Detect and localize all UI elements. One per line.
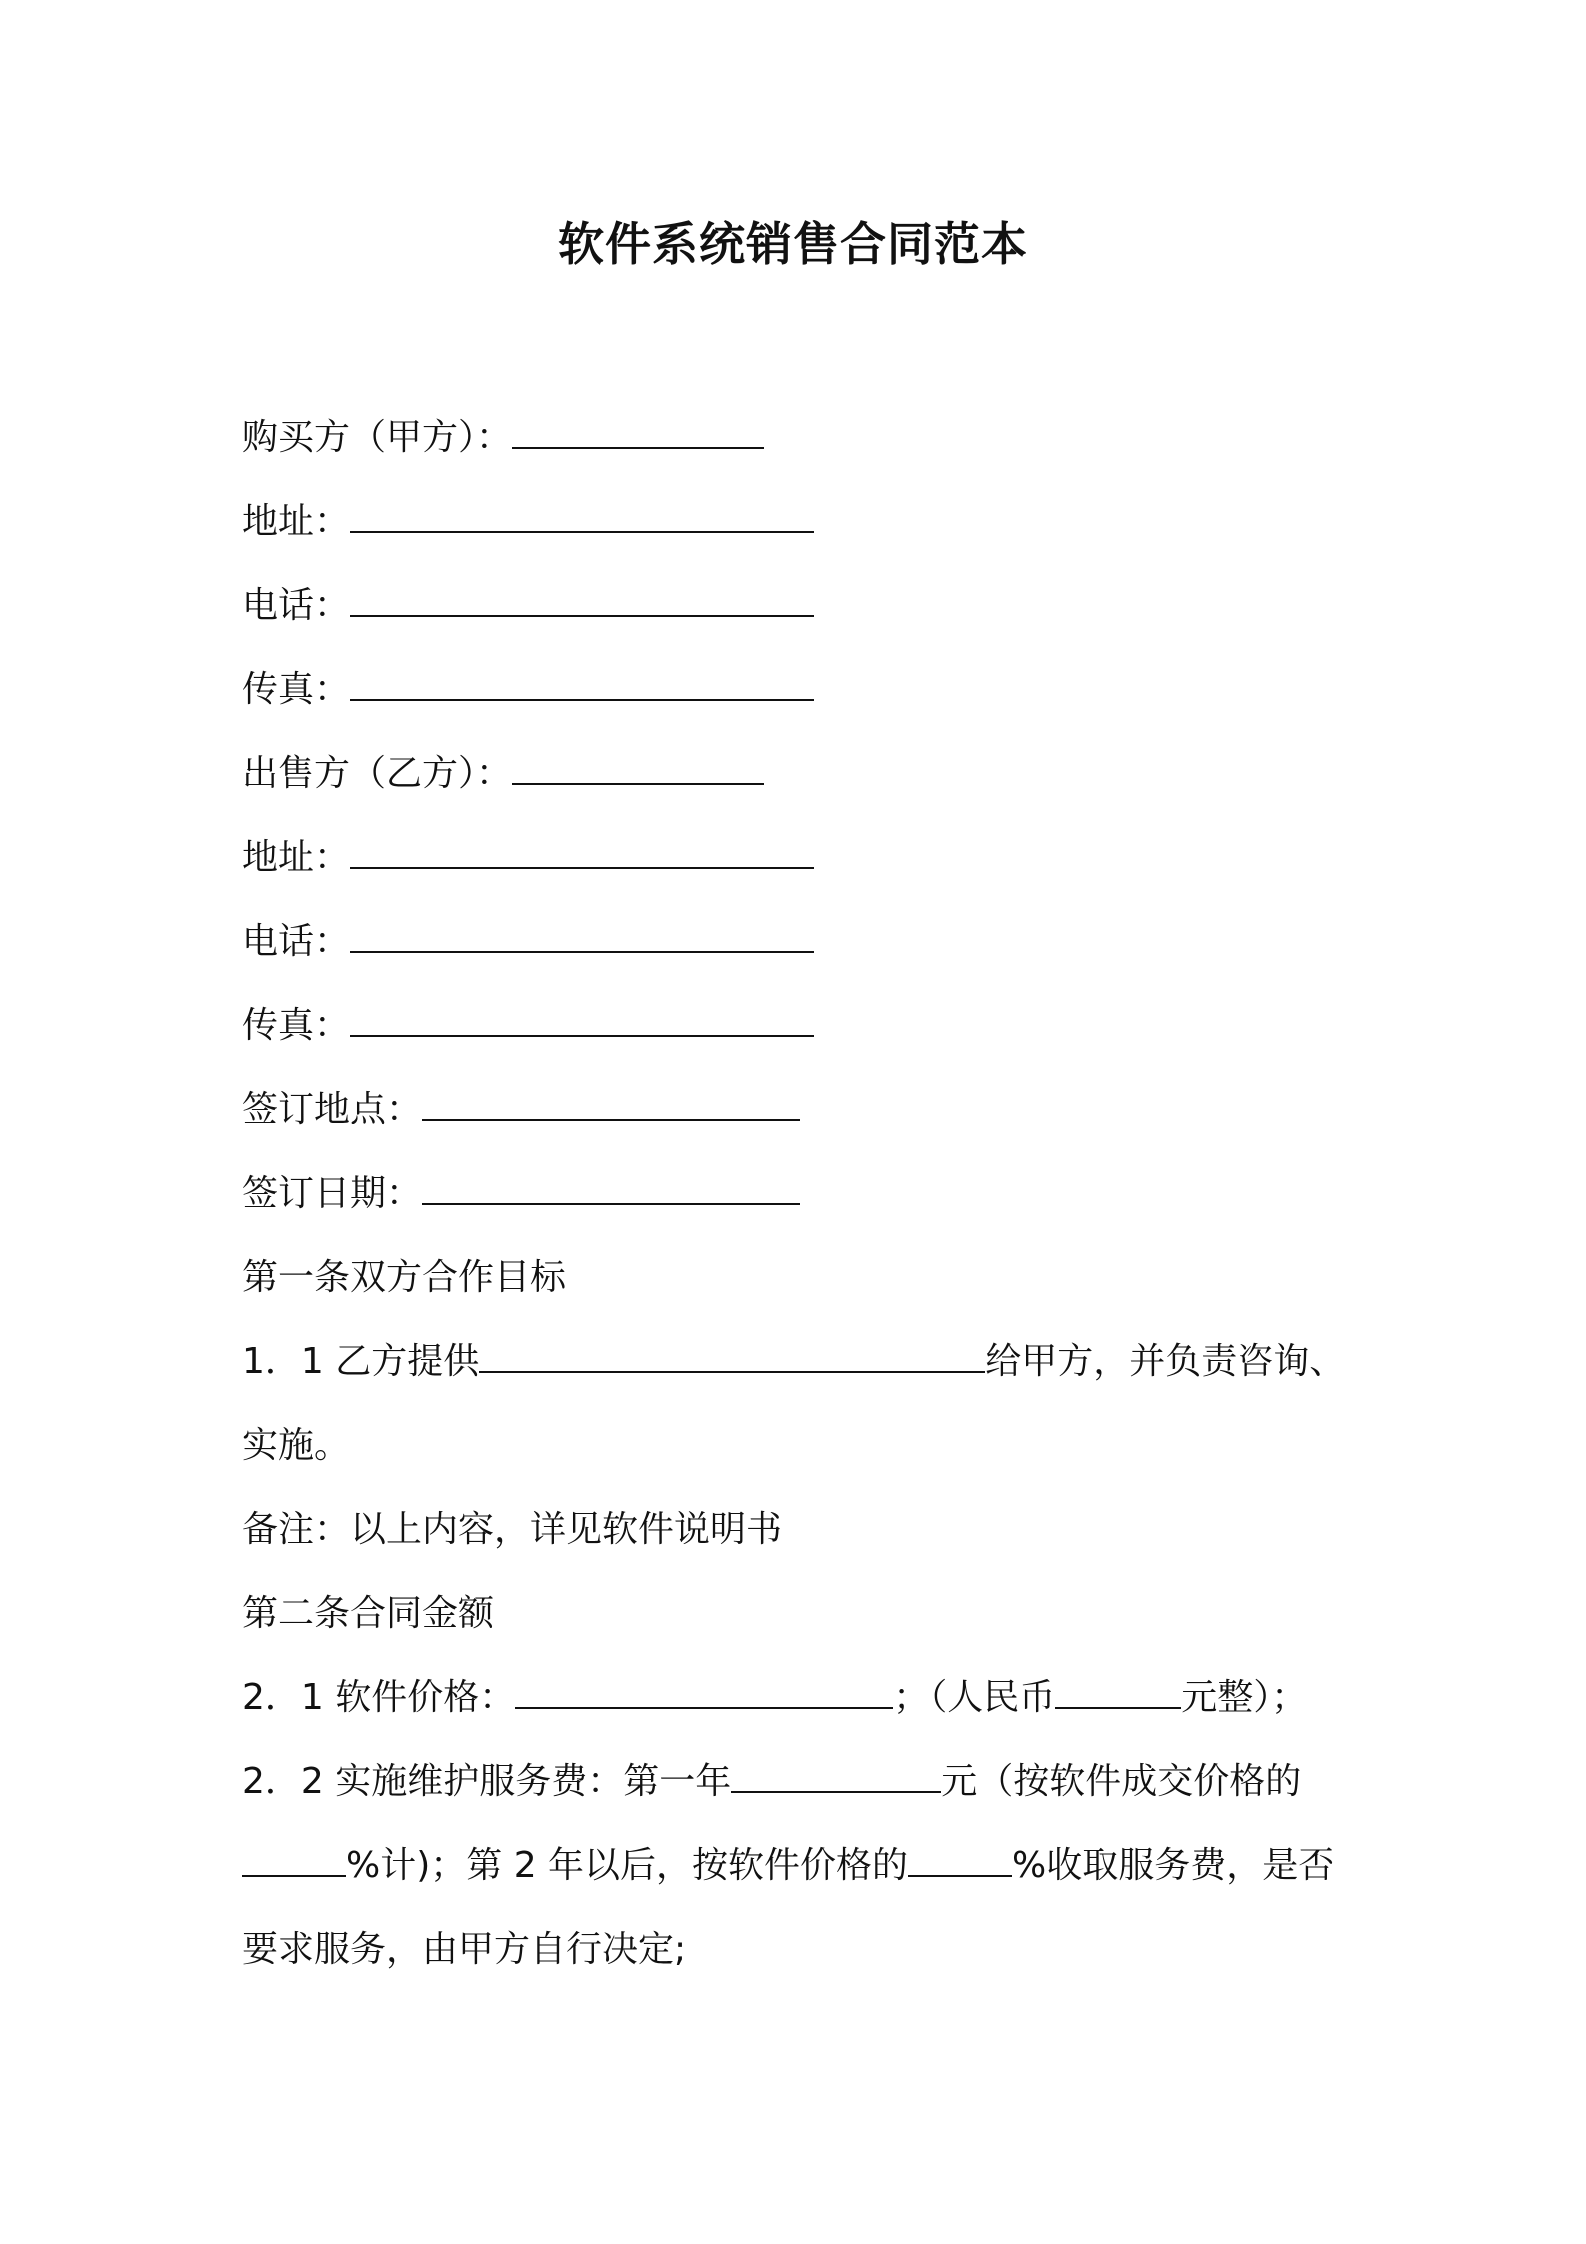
buyer-fax-line [242,666,814,714]
seller-fax-blank[interactable] [350,1007,814,1037]
clause-2-2-line-2 [242,1842,1334,1890]
first-year-percent-blank[interactable] [242,1847,346,1877]
buyer-phone-blank[interactable] [350,587,814,617]
seller-address-blank[interactable] [350,839,814,869]
seller-fax-label: 传真： [242,1005,351,1046]
article2-heading: 第二条合同金额 [242,1593,495,1634]
clause-2-1-prefix: 2．1 软件价格： [242,1677,516,1718]
clause-1-1-continued: 实施。 [242,1425,351,1466]
buyer-fax-blank[interactable] [350,671,814,701]
clause-1-1-blank[interactable] [479,1343,985,1373]
buyer-address-label: 地址： [242,501,351,542]
clause-2-2-line2-a: %计)；第 2 年以后，按软件价格的 [346,1845,909,1886]
buyer-party-line [242,414,764,462]
article1-heading: 第一条双方合作目标 [242,1257,567,1298]
signing-date-line [242,1170,800,1218]
buyer-address-blank[interactable] [350,503,814,533]
clause-1-1-line [242,1338,1345,1386]
seller-phone-label: 电话： [242,921,351,962]
clause-2-1-mid: ；（人民币 [893,1677,1056,1718]
buyer-party-label: 购买方（甲方）： [242,417,513,458]
clause-2-2-line-3: 要求服务，由甲方自行决定; [242,1929,687,1970]
signing-place-line [242,1086,800,1134]
buyer-phone-line [242,582,814,630]
seller-party-line [242,750,764,798]
clause-1-1-suffix: 给甲方，并负责咨询、 [985,1341,1346,1382]
seller-fax-line [242,1002,814,1050]
buyer-address-line [242,498,814,546]
seller-phone-line [242,918,814,966]
article1-note: 备注：以上内容，详见软件说明书 [242,1509,783,1550]
seller-address-line [242,834,814,882]
clause-2-2-mid: 元（按软件成交价格的 [941,1761,1302,1802]
seller-party-label: 出售方（乙方）： [242,753,513,794]
signing-date-label: 签订日期： [242,1173,423,1214]
clause-2-1-line [242,1674,1307,1722]
buyer-fax-label: 传真： [242,669,351,710]
signing-date-blank[interactable] [422,1175,800,1205]
buyer-party-blank[interactable] [512,419,764,449]
clause-2-2-line [242,1758,1301,1806]
signing-place-label: 签订地点： [242,1089,423,1130]
document-title: 软件系统销售合同范本 [558,217,1028,271]
first-year-fee-blank[interactable] [731,1763,941,1793]
later-years-percent-blank[interactable] [908,1847,1012,1877]
clause-1-1-prefix: 1．1 乙方提供 [242,1341,480,1382]
buyer-phone-label: 电话： [242,585,351,626]
signing-place-blank[interactable] [422,1091,800,1121]
clause-2-2-line2-b: %收取服务费，是否 [1012,1845,1335,1886]
seller-party-blank[interactable] [512,755,764,785]
seller-address-label: 地址： [242,837,351,878]
seller-phone-blank[interactable] [350,923,814,953]
clause-2-1-suffix: 元整）； [1181,1677,1308,1718]
clause-2-2-prefix: 2．2 实施维护服务费：第一年 [242,1761,732,1802]
software-price-blank[interactable] [515,1679,893,1709]
rmb-amount-blank[interactable] [1055,1679,1181,1709]
